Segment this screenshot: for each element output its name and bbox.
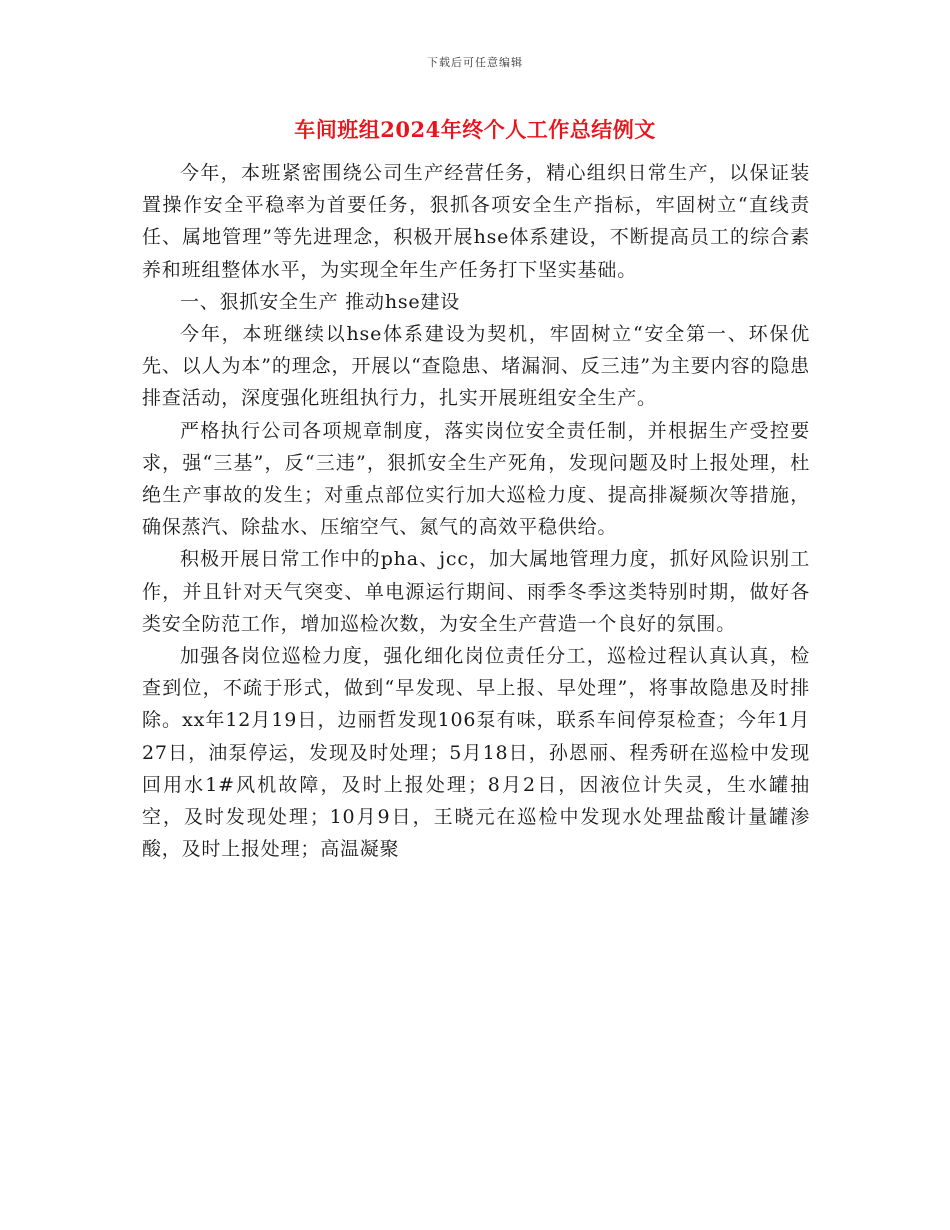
document-title: 车间班组2024年终个人工作总结例文 bbox=[294, 117, 656, 142]
paragraph-intro: 今年，本班紧密围绕公司生产经营任务，精心组织日常生产，以保证装置操作安全平稳率为首要任务，狠抓各项安全生产指标，牢固树立“直线责任、属地管理”等先进理念，积极开展hse体系建设，不断提高员工的综合素养和班组整体水平，为实现全年生产任务打下坚实基础。 bbox=[142, 162, 810, 281]
paragraph-risk: 积极开展日常工作中的pha、jcc，加大属地管理力度，抓好风险识别工作，并且针对天气突变、单电源运行期间、雨季冬季这类特别时期，做好各类安全防范工作，增加巡检次数，为安全生产营造一个良好的氛围。 bbox=[142, 548, 810, 635]
paragraph-rules: 严格执行公司各项规章制度，落实岗位安全责任制，并根据生产受控要求，强“三基”，反“三违”，狠抓安全生产死角，发现问题及时上报处理，杜绝生产事故的发生；对重点部位实行加大巡检力度、提高排凝频次等措施，确保蒸汽、除盐水、压缩空气、氮气的高效平稳供给。 bbox=[142, 419, 810, 539]
section-heading-1: 一、狠抓安全生产 推动hse建设 bbox=[180, 290, 461, 313]
paragraph-inspection: 加强各岗位巡检力度，强化细化岗位责任分工，巡检过程认真认真，检查到位，不疏于形式，做到“早发现、早上报、早处理”，将事故隐患及时排除。xx年12月19日，边丽哲发现106泵有味，联系车间停泵检查；今年1月27日，油泵停运，发现及时处理；5月18日，孙恩丽、程秀研在巡检中发现回用水1#风机故障，及时上报处理；8月2日，因液位计失灵，生水罐抽空，及时发现处理；10月9日，王晓元在巡检中发现水处理盐酸计量罐渗酸，及时上报处理；高温凝聚 bbox=[142, 645, 810, 861]
page-header-note: 下载后可任意编辑 bbox=[427, 56, 523, 69]
paragraph-hse: 今年，本班继续以hse体系建设为契机，牢固树立“安全第一、环保优先、以人为本”的理念，开展以“查隐患、堵漏洞、反三违”为主要内容的隐患排查活动，深度强化班组执行力，扎实开展班组安全生产。 bbox=[142, 323, 810, 410]
document-body bbox=[142, 157, 810, 865]
